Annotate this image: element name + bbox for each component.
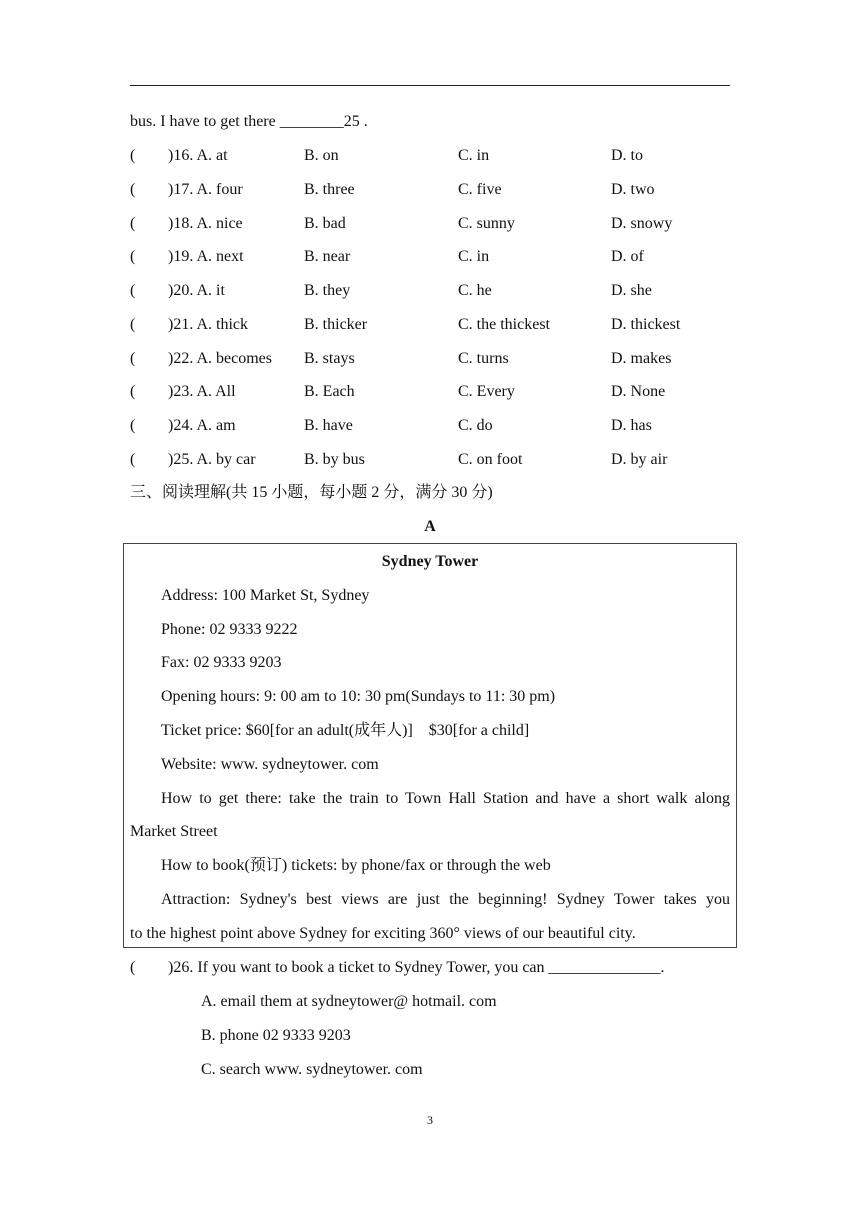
option-d: D. has (611, 417, 652, 434)
option-d: D. None (611, 383, 666, 400)
choice-b: B. phone 02 9333 9203 (201, 1027, 351, 1044)
question-row (0, 179, 860, 201)
option-a: )16. A. at (168, 147, 228, 164)
option-c: C. on foot (458, 451, 523, 468)
passage-letter: A (424, 518, 436, 535)
address-line: Address: 100 Market St, Sydney (161, 587, 370, 604)
option-d: D. makes (611, 350, 672, 367)
option-c: C. do (458, 417, 493, 434)
option-b: B. thicker (304, 316, 368, 333)
question-row (0, 280, 860, 302)
question-row (0, 145, 860, 167)
question-row (0, 449, 860, 471)
option-c: C. turns (458, 350, 509, 367)
option-c: C. in (458, 147, 490, 164)
answer-blank[interactable]: ( (130, 181, 136, 198)
choice-a: A. email them at sydneytower@ hotmail. com (201, 993, 497, 1010)
answer-blank[interactable]: ( (130, 147, 136, 164)
option-a: )18. A. nice (168, 215, 243, 232)
ticket-line: Ticket price: $60[for an adult(成年人)] $30[for a child] (161, 722, 530, 739)
question-row (0, 381, 860, 403)
hours-line: Opening hours: 9: 00 am to 10: 30 pm(Sundays to 11: 30 pm) (161, 688, 556, 705)
question-row (0, 957, 860, 979)
question-row (0, 415, 860, 437)
option-b: B. three (304, 181, 355, 198)
attraction-line-cont: to the highest point above Sydney for exciting 360° views of our beautiful city. (130, 925, 636, 942)
answer-blank[interactable]: ( (130, 248, 136, 265)
question-row (0, 348, 860, 370)
booking-line: How to book(预订) tickets: by phone/fax or through the web (161, 857, 551, 874)
option-a: )19. A. next (168, 248, 244, 265)
option-d: D. snowy (611, 215, 673, 232)
answer-blank[interactable]: ( (130, 350, 136, 367)
info-box-title: Sydney Tower (381, 553, 479, 570)
option-d: D. two (611, 181, 655, 198)
page-number: 3 (427, 1113, 433, 1127)
option-b: B. have (304, 417, 353, 434)
section-title: 三、阅读理解(共 15 小题，每小题 2 分，满分 30 分) (130, 484, 493, 501)
option-c: C. he (458, 282, 492, 299)
option-c: C. the thickest (458, 316, 550, 333)
header-rule (130, 85, 730, 86)
option-d: D. to (611, 147, 643, 164)
option-b: B. on (304, 147, 339, 164)
option-c: C. five (458, 181, 502, 198)
directions-line-cont: Market Street (130, 823, 218, 840)
option-a: )17. A. four (168, 181, 243, 198)
website-line: Website: www. sydneytower. com (161, 756, 379, 773)
phone-line: Phone: 02 9333 9222 (161, 621, 298, 638)
option-a: )25. A. by car (168, 451, 256, 468)
option-a: )20. A. it (168, 282, 225, 299)
option-d: D. she (611, 282, 652, 299)
answer-blank[interactable]: ( (130, 282, 136, 299)
directions-line: How to get there: take the train to Town Hall Station and have a short walk along (161, 790, 730, 807)
fax-line: Fax: 02 9333 9203 (161, 654, 282, 671)
option-a: )21. A. thick (168, 316, 248, 333)
option-b: B. bad (304, 215, 346, 232)
option-d: D. by air (611, 451, 668, 468)
option-c: C. sunny (458, 215, 515, 232)
option-d: D. thickest (611, 316, 681, 333)
option-d: D. of (611, 248, 644, 265)
option-a: )23. A. All (168, 383, 236, 400)
question-stem: )26. If you want to book a ticket to Sydney Tower, you can ______________. (168, 959, 665, 976)
answer-blank[interactable]: ( (130, 959, 136, 976)
answer-blank[interactable]: ( (130, 451, 136, 468)
answer-blank[interactable]: ( (130, 383, 136, 400)
option-c: C. Every (458, 383, 515, 400)
option-b: B. they (304, 282, 351, 299)
option-a: )22. A. becomes (168, 350, 272, 367)
choice-c: C. search www. sydneytower. com (201, 1061, 423, 1078)
answer-blank[interactable]: ( (130, 417, 136, 434)
answer-blank[interactable]: ( (130, 316, 136, 333)
option-b: B. by bus (304, 451, 365, 468)
answer-blank[interactable]: ( (130, 215, 136, 232)
option-b: B. near (304, 248, 351, 265)
question-row (0, 246, 860, 268)
question-row (0, 213, 860, 235)
question-row (0, 314, 860, 336)
option-c: C. in (458, 248, 490, 265)
attraction-line: Attraction: Sydney's best views are just the beginning! Sydney Tower takes you (161, 891, 730, 908)
option-b: B. stays (304, 350, 355, 367)
passage-continuation: bus. I have to get there ________25 . (130, 113, 368, 130)
option-a: )24. A. am (168, 417, 236, 434)
option-b: B. Each (304, 383, 355, 400)
